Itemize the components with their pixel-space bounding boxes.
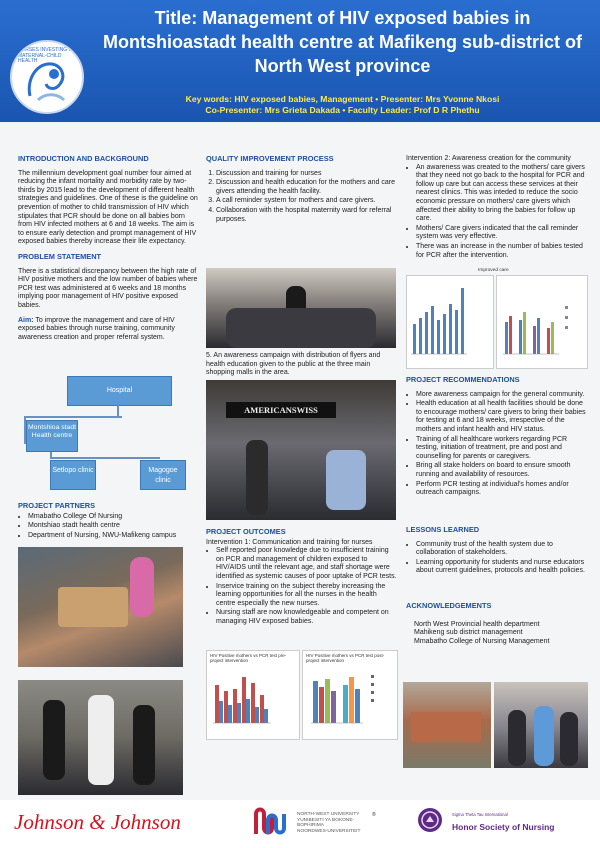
chart-bar (355, 689, 360, 723)
list-item: • An awareness was created to the mothers/ care givers that they need not go back to the hospital for PCR and follow up care but can access these services at their nearest clinics. This was inteded to reduce the socio economic pressure on mothers/ care givers which affected their ability to bring the babies for follow up care. (416, 164, 588, 224)
chart-bar (461, 288, 464, 354)
org-connector (24, 416, 122, 418)
health-centre-photo (403, 682, 491, 768)
column-middle (206, 155, 398, 225)
stt-name: Sigma Theta Tau International (452, 812, 508, 817)
legend-swatch (565, 306, 568, 309)
chart-bar (246, 699, 250, 723)
chart-bar (455, 310, 458, 354)
legend-swatch (371, 683, 374, 686)
chart-improved-care-1 (406, 275, 494, 369)
list-item: 3. A call reminder system for mothers and care givers. (216, 197, 398, 206)
list-item: • Learning opportunity for students and nurse educators about current guidelines, protocols and health policies. (416, 559, 588, 576)
chart-bar (215, 685, 219, 723)
chart-title: HIV Positive mothers vs PCR test pre-project intervention (210, 653, 287, 663)
legend-swatch (371, 675, 374, 678)
chart-bar (319, 687, 324, 723)
chart-bar (523, 312, 526, 354)
photo-shape (411, 712, 481, 742)
chart-bar (519, 320, 522, 354)
chart-bar (419, 318, 422, 354)
list-item: • Bring all stake holders on board to ensure smooth running and availability of resources. (416, 462, 588, 479)
legend-swatch (565, 326, 568, 329)
list-item: • Montshiao stadt health centre (28, 522, 198, 531)
legend-swatch (565, 316, 568, 319)
partners-photo-1 (18, 547, 183, 667)
chart-bar (343, 685, 348, 723)
org-connector (117, 404, 119, 416)
ack-lines (406, 621, 588, 647)
problem-heading: PROBLEM STATEMENT (18, 251, 102, 261)
photo-shape (43, 700, 65, 780)
aim-body: To improve the management and care of HIV exposed babies through nurse training, community awareness creation and proper referral system. (18, 316, 175, 341)
keywords-line-2: Co-Presenter: Mrs Grieta Dakada • Faculty Leader: Prof D R Phethu (205, 105, 480, 115)
chart-bar (443, 314, 446, 354)
org-connector (50, 457, 160, 459)
stt-tagline: Honor Society of Nursing (452, 822, 555, 832)
chart-bar (413, 324, 416, 354)
chart-bar (313, 681, 318, 723)
chart-pre-intervention (206, 650, 300, 740)
photo-shape (246, 440, 268, 515)
chart-bar (228, 705, 232, 723)
chart-bar (251, 683, 255, 723)
chart-bar (505, 322, 508, 354)
list-item: • Mothers/ Care givers indicated that the call reminder system was very effective. (416, 225, 588, 242)
chart-bar (260, 695, 264, 723)
photo-shape (534, 706, 554, 766)
chart-bar (349, 677, 354, 723)
lessons-section (406, 526, 588, 577)
bar-chart (207, 651, 299, 739)
bar-chart (303, 651, 397, 739)
chart-bar (224, 691, 228, 723)
nurses-logo (10, 40, 84, 114)
list-item: • More awareness campaign for the general community. (416, 391, 588, 400)
keywords-line-1: Key words: HIV exposed babies, Management • Presenter: Mrs Yvonne Nkosi (185, 94, 500, 104)
list-item: • Mmabatho College Of Nursing (28, 513, 198, 522)
outcomes-heading: PROJECT OUTCOMES (206, 527, 286, 536)
org-box-setlopo-clinic: Setlopo clinic (50, 460, 96, 490)
partners-list (18, 513, 198, 541)
org-box-hospital: Hospital (67, 376, 172, 406)
partners-section (18, 502, 198, 541)
mall-campaign-photo (206, 380, 396, 520)
list-item: • There was an increase in the number of babies tested for PCR after the intervention. (416, 243, 588, 260)
ack-line: Mmabatho College of Nursing Management (414, 637, 550, 645)
ack-heading: ACKNOWLEDGEMENTS (406, 601, 492, 610)
list-item: • Perform PCR testing at individual's homes and/or outreach campaigns. (416, 481, 588, 498)
list-item: 4. Collaboration with the hospital maternity ward for referral purposes. (216, 207, 398, 224)
training-photo (206, 268, 396, 348)
lessons-list (406, 541, 588, 576)
team-photo (494, 682, 588, 768)
photo-shape (560, 712, 578, 766)
partners-heading: PROJECT PARTNERS (18, 501, 96, 510)
jj-logo: Johnson & Johnson (14, 810, 181, 834)
list-item: • Department of Nursing, NWU-Mafikeng campus (28, 532, 198, 541)
chart-improved-care-2 (496, 275, 588, 369)
bar-chart (407, 276, 493, 368)
poster-header (0, 0, 600, 122)
qip-item-5-text: 5. An awareness campaign with distribution of flyers and health education given to the public at the three main shopping malls in the area. (206, 352, 381, 377)
org-box-magogoe-clinic: Magogoe clinic (140, 460, 186, 490)
chart-bar (331, 691, 336, 723)
stt-seal-icon (418, 808, 442, 832)
ack-section (406, 602, 588, 646)
chart-bar (255, 707, 259, 723)
intervention-1-heading: Intervention 1: Communication and training for nurses (206, 538, 373, 546)
column-right (406, 155, 588, 261)
aim-label: Aim: (18, 316, 34, 324)
keywords-block (90, 94, 595, 116)
list-item: 2. Discussion and health education for the mothers and care givers attending the health facility. (216, 179, 398, 196)
chart-bar (551, 322, 554, 354)
photo-shape (508, 710, 526, 766)
nwu-logo-icon (252, 804, 288, 840)
recommendations-list (406, 391, 588, 498)
intro-heading: INTRODUCTION AND BACKGROUND (18, 154, 149, 163)
chart-bar (533, 326, 536, 354)
improved-care-caption: Improved care (478, 268, 509, 273)
photo-shape (58, 587, 128, 627)
chart-bar (509, 316, 512, 354)
ack-line: Mahikeng sub district management (414, 629, 523, 637)
qip-item-5 (206, 352, 398, 384)
org-box-health-centre: Montshioa stadt Health centre (26, 420, 78, 452)
outcomes-list (206, 547, 398, 626)
photo-shape (226, 308, 376, 348)
list-item: • Training of all healthcare workers regarding PCR testing, initiation of treatment, pre and post and counselling for parents or caregivers. (416, 436, 588, 462)
recommendations-heading: PROJECT RECOMMENDATIONS (406, 375, 520, 384)
list-item: • Health education at all health facilities should be done to encourage mothers/ care givers to bring their babies for testing at 6 and 18 weeks, irrespective of the mothers and infant health and HIV status. (416, 400, 588, 434)
chart-bar (425, 312, 428, 354)
chart-bar (537, 318, 540, 354)
photo-shape (326, 450, 366, 510)
registered-mark: ® (372, 812, 376, 818)
chart-bar (431, 306, 434, 354)
chart-title: HIV Positive mothers vs PCR test post-project intervention (306, 653, 385, 663)
nwu-wordmark (297, 812, 377, 834)
intro-body: The millennium development goal number four aimed at reducing the infant mortality and morbidity rate by two-thirds by 2015 lead to the development of different health strategies and guidelines. One of these is the guideline on prevention of mother to child transmission of HIV which stipulates that PCR should be done on all babies born from HIV infected mothers at 6 and 18 weeks. The aim is to ensure early detection and prompt management of HIV exposed babies thereby increase their life expectancy. (18, 169, 198, 246)
chart-bar (242, 677, 246, 723)
logo-text: NURSES INVESTING IN MATERNAL-CHILD HEALTH (18, 47, 74, 64)
photo-shape (133, 705, 155, 785)
nwu-line: YUNIBESITI YA BOKONE-BOPHIRIMA (297, 817, 355, 829)
recommendations-section (406, 376, 588, 499)
photo-shape (130, 557, 154, 617)
aim-paragraph (18, 317, 198, 343)
store-sign: AMERICANSWISS (226, 402, 336, 418)
chart-bar (547, 328, 550, 354)
legend-swatch (371, 691, 374, 694)
list-item: • Community trust of the health system due to collaboration of stakeholders. (416, 541, 588, 558)
chart-bar (219, 701, 223, 723)
chart-bar (325, 679, 330, 723)
column-left (18, 155, 198, 348)
lessons-heading: LESSONS LEARNED (406, 525, 480, 534)
chart-bar (237, 703, 241, 723)
intervention-2-list (406, 164, 588, 261)
intervention-2-heading: Intervention 2: Awareness creation for the community (406, 155, 571, 162)
poster-title: Title: Management of HIV exposed babies in Montshioastadt health centre at Mafikeng sub-district of North West province (102, 8, 583, 76)
legend-swatch (371, 699, 374, 702)
bar-chart (497, 276, 587, 368)
chart-bar (437, 320, 440, 354)
list-item: • Nursing staff are now knowledgeable and competent on managing HIV exposed babies. (216, 609, 398, 626)
chart-bar (449, 304, 452, 354)
chart-bar (264, 709, 268, 723)
partners-photo-2 (18, 680, 183, 795)
chart-bar (233, 689, 237, 723)
problem-body: There is a statistical discrepancy between the high rate of HIV positive mothers and the low number of babies where PCR test was administered at 6 weeks and 18 months implying poor management of HIV positive exposed babies. (18, 267, 198, 309)
nwu-line: NOORDWES-UNIVERSITEIT (297, 828, 361, 834)
list-item: 1. Discussion and training for nurses (216, 170, 398, 179)
qip-list (206, 170, 398, 225)
list-item: • Inservice training on the subject thereby increasing the learning opportunities for all the nurses in the health centre especially the new nurses. (216, 583, 398, 609)
qip-item-5-body: An awareness campaign with distribution of flyers and health education given to the public at the three main shopping malls in the area. (206, 352, 381, 377)
qip-heading: QUALITY IMPROVEMENT PROCESS (206, 154, 334, 163)
chart-post-intervention (302, 650, 398, 740)
photo-shape (88, 695, 114, 785)
nwu-line: NORTH-WEST UNIVERSITY (297, 812, 360, 817)
poster-footer (0, 800, 600, 848)
mother-child-icon (20, 56, 74, 106)
outcomes-section (206, 528, 398, 628)
list-item: • Self reported poor knowledge due to insufficient training on PCR and management of children exposed to HIV/AIDS until the relevant age, and staff shortage were identified as systemic causes of poor uptake of PCR tests. (216, 547, 398, 581)
ack-line: North West Provincial health department (414, 620, 540, 628)
